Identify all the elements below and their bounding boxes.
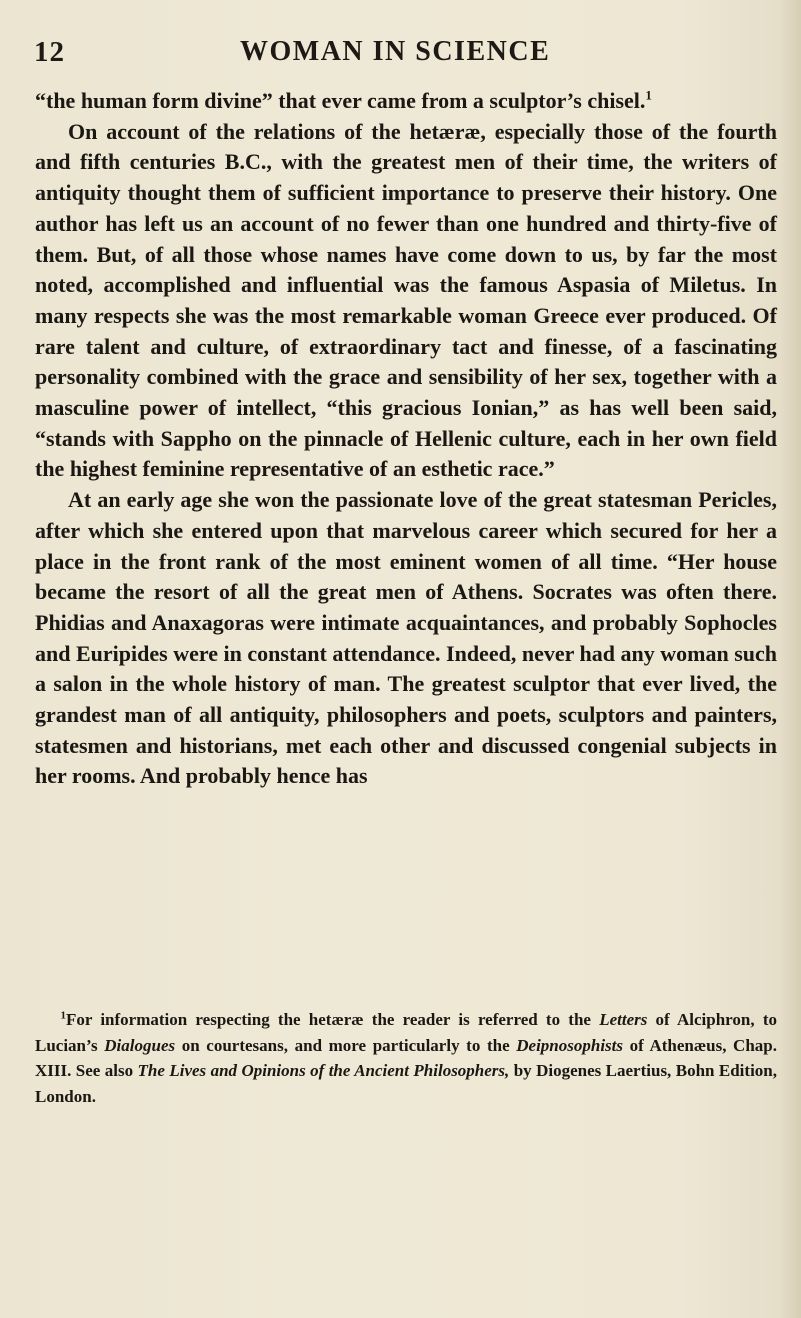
paragraph-1 bbox=[35, 86, 777, 117]
footnote-text-3: on courtesans, and more particularly to the bbox=[175, 1035, 517, 1055]
footnote-1 bbox=[35, 1007, 777, 1109]
page-number: 12 bbox=[34, 36, 65, 68]
footnote-title-letters: Letters bbox=[599, 1010, 648, 1029]
paragraph-2: On account of the relations of the hetæræ, especially those of the fourth and fifth centuries B.C., with the greatest men of their time, the writers of antiquity thought them of sufficient importance to preserve their history. One author has left us an account of no fewer than one hundred and thirty-five of them. But, of all those whose names have come down to us, by far the most noted, accomplished and influential was the famous Aspasia of Miletus. In many respects she was the most remarkable woman Greece ever produced. Of rare talent and culture, of extraordinary tact and finesse, of a fascinating personality combined with the grace and sensibility of her sex, together with a masculine power of intellect, “this gracious Ionian,” as has well been said, “stands with Sappho on the pinnacle of Hellenic culture, each in her own field the highest feminine representative of an esthetic race.” bbox=[35, 118, 777, 482]
footnote-title-deipnosophists: Deipnosophists bbox=[516, 1035, 623, 1055]
footnote-title-lives: The Lives and Opinions of the Ancient Philosophers, bbox=[137, 1061, 510, 1080]
footnote-title-dialogues: Dialogues bbox=[104, 1035, 176, 1055]
footnote-text-4: of Athenæus, Chap. XIII. See also bbox=[35, 1035, 777, 1080]
footnote bbox=[35, 1007, 777, 1109]
footnote-reference: 1 bbox=[645, 87, 652, 103]
footnote-marker: 1 bbox=[60, 1009, 66, 1022]
paragraph-1-text: “the human form divine” that ever came from a sculptor’s chisel. bbox=[35, 88, 646, 113]
footnote-text-2: of Alciphron, to Lucian’s bbox=[35, 1010, 777, 1055]
paragraph-3: At an early age she won the passionate love of the great statesman Pericles, after which she entered upon that marvelous career which secured for her a place in the front rank of the most eminent women of all time. “Her house became the resort of all the great men of Athens. Socrates was often there. Phidias and Anaxagoras were intimate acquaintances, and probably Sophocles and Euripides were in constant attendance. Indeed, never had any woman such a salon in the whole history of man. The greatest sculptor that ever lived, the grandest man of all antiquity, philosophers and poets, sculptors and painters, statesmen and historians, met each other and discussed congenial subjects in her rooms. And probably hence has bbox=[35, 487, 777, 789]
page-edge-shadow bbox=[779, 0, 801, 1318]
running-title: WOMAN IN SCIENCE bbox=[240, 36, 551, 67]
footnote-text-5: by Diogenes Laertius, Bohn Edition, London. bbox=[35, 1061, 777, 1106]
running-head bbox=[0, 36, 801, 70]
footnote-text-1: For information respecting the hetæræ the reader is referred to the bbox=[66, 1010, 600, 1029]
main-text bbox=[35, 86, 777, 792]
